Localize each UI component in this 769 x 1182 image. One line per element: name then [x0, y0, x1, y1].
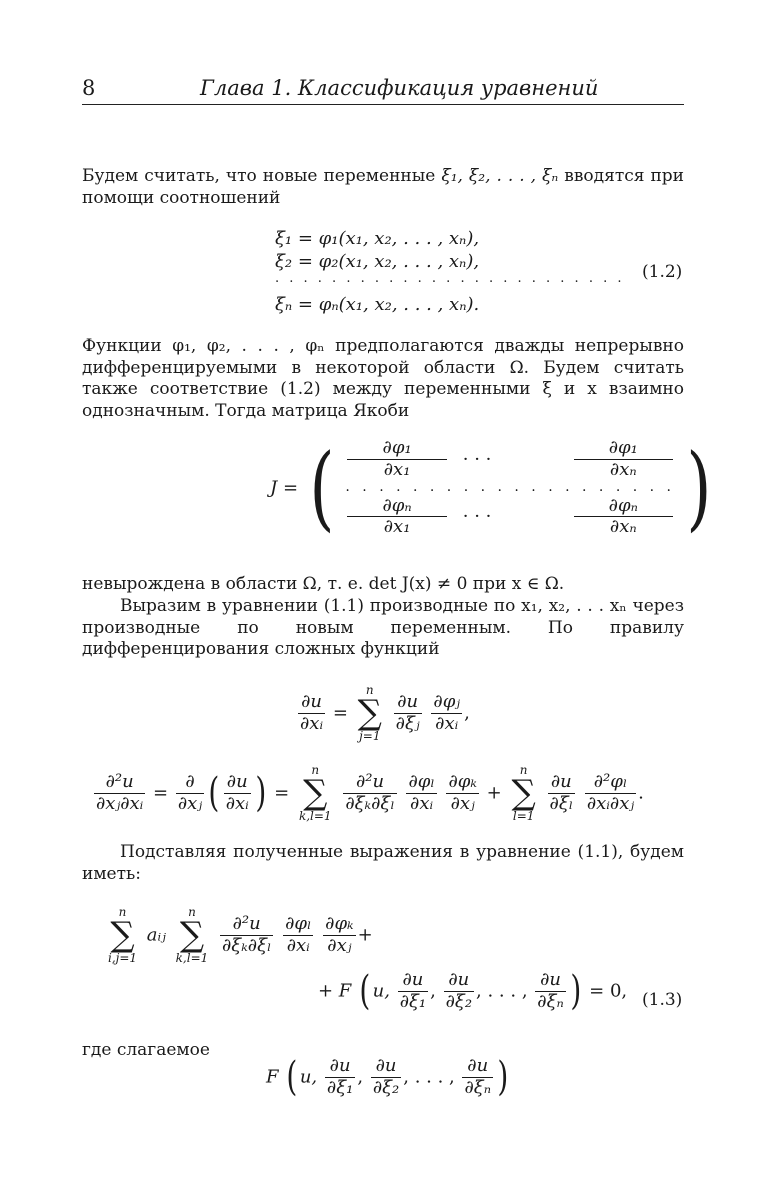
equation-number-1-3: (1.3): [642, 990, 683, 1010]
equation-first-derivative: [296, 684, 470, 742]
fraction-du-dxin: $\frac{\partial u}{\text{∂ξₙ}}$: [537, 969, 564, 1012]
matrix-hdots-top: · · ·: [462, 448, 492, 470]
left-paren: (: [208, 770, 220, 816]
fraction-dphil-dxi: $\frac{\text{∂φₗ}}{\text{∂xᵢ}}$: [408, 770, 435, 814]
fraction-dphil-dxi: $\frac{\text{∂φₗ}}{\text{∂xᵢ}}$: [285, 912, 312, 956]
paragraph-intro: Будем считать, что новые переменные ξ₁, ξ₂, . . . , ξₙ вводятся при помощи соотношений: [82, 166, 684, 208]
matrix-dot-row: . . . . . . . . . . . . . . . . . . . .: [345, 479, 675, 496]
comma: ,: [464, 702, 470, 724]
function-F: + F: [318, 980, 352, 1002]
fraction-du-dxi: $\frac{\partial u}{\text{∂xᵢ}}$: [300, 690, 324, 734]
right-paren: ): [686, 433, 712, 541]
sum-operator: n ∑ k,l=1: [175, 905, 209, 965]
chapter-title: Глава 1. Классификация уравнений: [200, 76, 599, 100]
fraction-du-dxi2: $\frac{\partial u}{\text{∂ξ₂}}$: [372, 1055, 400, 1098]
right-paren: ): [497, 1054, 509, 1101]
fraction-du-dxi2: $\frac{\partial u}{\text{∂ξ₂}}$: [445, 969, 473, 1012]
right-paren: ): [570, 968, 582, 1015]
coefficient-aij: aᵢⱼ: [146, 924, 166, 946]
paragraph-functions: Функции φ₁, φ₂, . . . , φₙ предполагаются дважды непрерывно дифференцируемыми в некоторой области Ω. Будем считать также соответствие (1.2) между переменными ξ и x взаимно однозначным. Тогда матрица Якоби: [82, 336, 684, 421]
jacobian-lhs: J =: [270, 477, 299, 499]
plus-sign: +: [357, 924, 373, 946]
system-line-1: ξ₁ = φ₁(x₁, x₂, . . . , xₙ),: [275, 228, 480, 249]
fraction-du-dxi1: $\frac{\partial u}{\text{∂ξ₁}}$: [399, 969, 427, 1012]
ellipsis: , . . . ,: [476, 980, 528, 1002]
fraction-dphij-dxi: $\frac{\text{∂φⱼ}}{\text{∂xᵢ}}$: [433, 690, 461, 734]
matrix-body: [345, 438, 675, 538]
system-dots: . . . . . . . . . . . . . . . . . . . . . . . . .: [275, 271, 625, 286]
plus-sign: +: [486, 782, 502, 804]
period: .: [638, 782, 644, 804]
fraction-d2phil: $\frac{\text{∂²φₗ}}{\text{∂xᵢ∂xⱼ}}$: [586, 770, 635, 814]
sum-operator: n ∑ j=1: [357, 683, 382, 743]
system-line-n: ξₙ = φₙ(x₁, x₂, . . . , xₙ).: [275, 294, 480, 315]
equals-sign: =: [153, 782, 169, 804]
page-number: 8: [82, 76, 96, 100]
fraction-du-dxil: $\frac{\partial u}{\text{∂ξₗ}}$: [549, 770, 574, 814]
matrix-hdots-bottom: · · ·: [462, 506, 492, 528]
matrix-cell-n1: $\frac{\text{∂φₙ}}{\text{∂x₁}}$: [347, 496, 446, 538]
equals-zero: = 0,: [589, 980, 628, 1002]
xi-variables: ξ₁, ξ₂, . . . , ξₙ: [441, 166, 559, 186]
left-paren: (: [309, 433, 335, 541]
fraction-d2u: $\frac{\text{∂²u}}{\text{∂xⱼ∂xᵢ}}$: [96, 770, 144, 814]
system-line-2: ξ₂ = φ₂(x₁, x₂, . . . , xₙ),: [275, 251, 480, 272]
paragraph-nondegenerate: невырождена в области Ω, т. е. det J(x) ≠ 0 при x ∈ Ω.: [82, 574, 565, 594]
equation-number-1-2: (1.2): [642, 262, 683, 282]
ellipsis: , . . . ,: [403, 1066, 455, 1088]
variable-u: u,: [372, 980, 390, 1002]
matrix-cell-nn: $\frac{\text{∂φₙ}}{\text{∂xₙ}}$: [574, 496, 673, 538]
fraction-d2u-dxik-dxil: $\frac{\text{∂²u}}{\text{∂ξₖ∂ξₗ}}$: [222, 912, 272, 956]
left-paren: (: [286, 1054, 298, 1101]
fraction-du-dxin: $\frac{\partial u}{\text{∂ξₙ}}$: [464, 1055, 492, 1098]
fraction-du-dxij: $\frac{\partial u}{\text{∂ξⱼ}}$: [395, 690, 420, 734]
sum-operator: n ∑ l=1: [511, 763, 536, 823]
equation-1-3-line-2: + F ( u, $\frac{\partial u}{\text{∂ξ₁}}$ , $\frac{\partial u}{\text{∂ξ₂}}$ , . . . , $\frac{\partial u}{\text{∂ξₙ}}$ ) = 0,: [318, 968, 628, 1015]
equals-sign: =: [274, 782, 290, 804]
fraction-du-dxi1: $\frac{\partial u}{\text{∂ξ₁}}$: [326, 1055, 354, 1098]
matrix-cell-1n: $\frac{\text{∂φ₁}}{\text{∂xₙ}}$: [574, 438, 673, 480]
equation-term-F: F ( u, $\frac{\partial u}{\text{∂ξ₁}}$ , $\frac{\partial u}{\text{∂ξ₂}}$ , . . . , $\frac{\partial u}{\text{∂ξₙ}}$ ): [266, 1054, 509, 1101]
equation-1-3-line-1: [104, 906, 373, 964]
equals-sign: =: [332, 702, 348, 724]
right-paren: ): [255, 770, 267, 816]
sum-operator: n ∑ k,l=1: [298, 763, 332, 823]
matrix-cell-11: $\frac{\text{∂φ₁}}{\text{∂x₁}}$: [347, 438, 446, 480]
jacobian-matrix: [270, 433, 717, 541]
sum-operator: n ∑ i,j=1: [108, 905, 138, 965]
fraction-d2u-dxik-dxil: $\frac{\text{∂²u}}{\text{∂ξₖ∂ξₗ}}$: [345, 770, 395, 814]
paragraph-substituting: Подставляя полученные выражения в уравнение (1.1), будем иметь:: [82, 842, 684, 884]
fraction-du-dxi: $\frac{\partial u}{\text{∂xᵢ}}$: [225, 770, 249, 814]
variable-u: u,: [299, 1066, 318, 1088]
fraction-dphik-dxj: $\frac{\text{∂φₖ}}{\text{∂xⱼ}}$: [325, 912, 354, 956]
function-F: F: [266, 1066, 279, 1088]
fraction-d-dxj: $\frac{\partial}{\text{∂xⱼ}}$: [177, 770, 203, 814]
fraction-dphik-dxj: $\frac{\text{∂φₖ}}{\text{∂xⱼ}}$: [448, 770, 477, 814]
paragraph-where: где слагаемое: [82, 1040, 210, 1060]
left-paren: (: [359, 968, 371, 1015]
paragraph-express: Выразим в уравнении (1.1) производные по x₁, x₂, . . . xₙ через производные по новым переменным. По правилу дифференцирования сложных функций: [82, 596, 684, 659]
running-header: [82, 74, 684, 105]
equation-second-derivative: [92, 764, 644, 822]
